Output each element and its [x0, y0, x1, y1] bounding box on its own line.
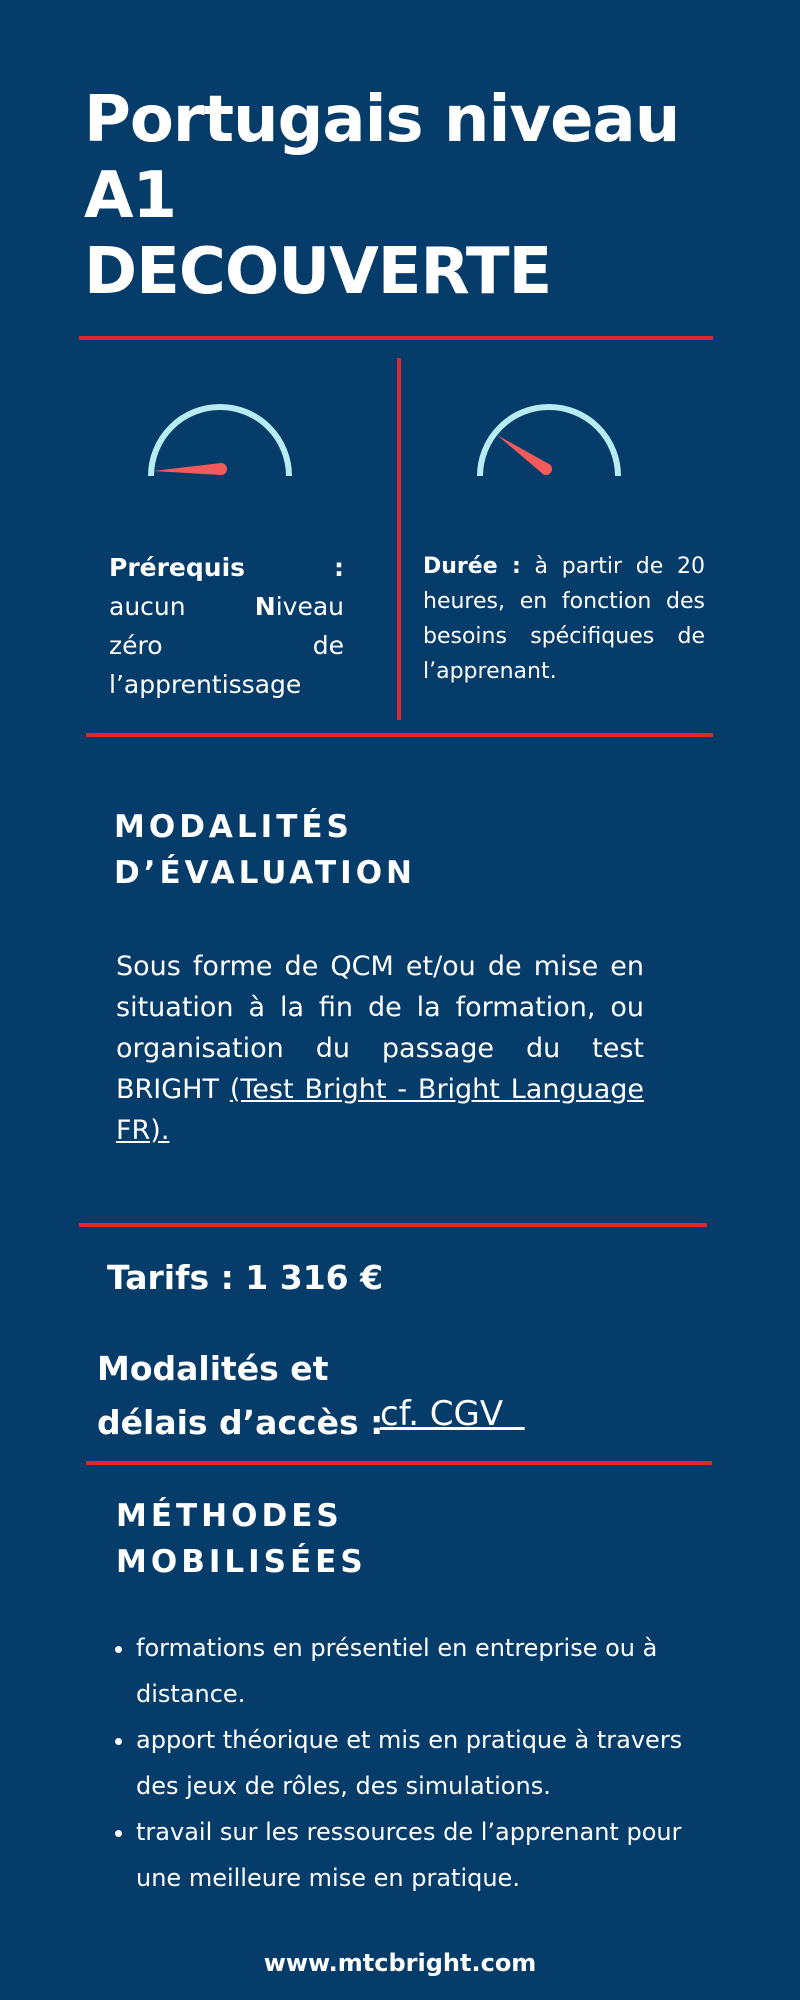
divider-middle	[86, 733, 713, 737]
divider-tarifs	[79, 1223, 707, 1227]
gauge-low-icon	[145, 400, 295, 480]
prerequis-block	[109, 548, 344, 704]
list-item: • travail sur les ressources de l’apprenant pour une meilleure mise en pratique.	[136, 1809, 684, 1901]
divider-top	[79, 336, 713, 340]
footer-url[interactable]: www.mtcbright.com	[263, 1949, 537, 1977]
acces-label	[97, 1342, 383, 1450]
prerequis-label: Prérequis :	[109, 553, 344, 582]
bright-test-link[interactable]: (Test Bright - Bright Language FR).	[116, 1074, 645, 1146]
cgv-link[interactable]: cf. CGV	[380, 1394, 525, 1434]
divider-methodes	[86, 1461, 712, 1465]
divider-vertical	[397, 358, 401, 720]
page-title	[84, 82, 764, 310]
duree-text: à partir de 20 heures, en fonction des besoins spécifiques de l’apprenant.	[423, 554, 705, 684]
tarifs-text: Tarifs : 1 316 €	[107, 1258, 384, 1297]
evaluation-paragraph	[116, 946, 644, 1151]
methodes-heading	[116, 1493, 367, 1585]
list-item: • formations en présentiel en entreprise ou à distance.	[136, 1625, 684, 1717]
prerequis-niveau-initial: N	[254, 592, 276, 621]
evaluation-text: Sous forme de QCM et/ou de mise en situation à la fin de la formation, ou organisation du passage du test BRIGHT	[116, 951, 644, 1105]
duree-block	[423, 549, 705, 689]
duree-label: Durée :	[423, 554, 521, 579]
list-item: • apport théorique et mis en pratique à travers des jeux de rôles, des simulations.	[136, 1717, 684, 1809]
methodes-list	[104, 1625, 684, 1901]
evaluation-heading	[114, 804, 416, 896]
acces-line-2: délais d’accès :	[97, 1403, 384, 1442]
evaluation-heading-line-2: D’ÉVALUATION	[114, 855, 416, 891]
methodes-heading-line-1: MÉTHODES	[116, 1498, 343, 1534]
methodes-heading-line-2: MOBILISÉES	[116, 1544, 367, 1580]
gauge-mid-icon	[474, 400, 624, 480]
title-line-2: DECOUVERTE	[84, 235, 552, 309]
prerequis-text-2: iveau zéro de l’apprentissage	[109, 592, 344, 699]
methodes-list-container	[104, 1625, 684, 1901]
prerequis-text-1: aucun	[109, 592, 186, 621]
evaluation-heading-line-1: MODALITÉS	[114, 809, 353, 845]
acces-line-1: Modalités et	[97, 1349, 329, 1388]
title-line-1: Portugais niveau A1	[84, 83, 680, 233]
